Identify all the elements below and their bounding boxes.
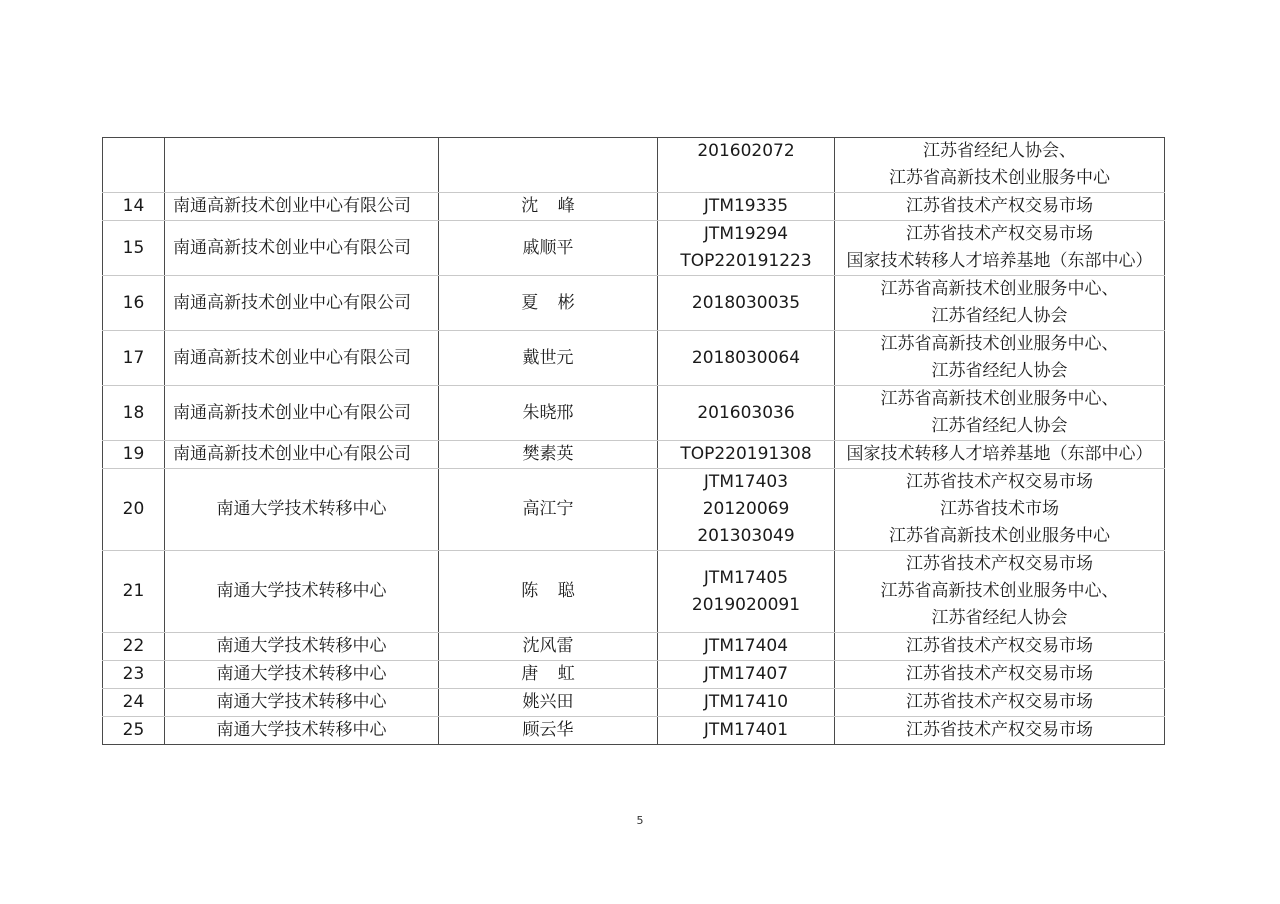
table-row: [103, 441, 1165, 469]
issuing-agency-cell: [835, 689, 1165, 717]
issuing-agency: 江苏省技术产权交易市场: [906, 664, 1093, 684]
person-name: 夏彬: [521, 292, 595, 313]
issuing-agency: 江苏省技术产权交易市场: [906, 554, 1093, 574]
certificate-number: 2019020091: [691, 594, 801, 615]
issuing-agency-cell: [835, 221, 1165, 276]
issuing-agency: 江苏省高新技术创业服务中心: [889, 168, 1110, 188]
person-name: 朱晓邢: [522, 402, 574, 423]
organization-cell: 南通高新技术创业中心有限公司: [165, 221, 439, 276]
row-number-cell: 17: [103, 331, 165, 386]
issuing-agency-cell: [835, 138, 1165, 193]
row-number-cell: 23: [103, 661, 165, 689]
row-number-cell: 25: [103, 717, 165, 745]
page-number: 5: [636, 814, 644, 827]
person-name-cell: [439, 717, 658, 745]
certificate-cell: [658, 717, 835, 745]
issuing-agency-cell: [835, 441, 1165, 469]
issuing-agency-cell: [835, 469, 1165, 551]
person-name-cell: [439, 633, 658, 661]
certificate-number: JTM17404: [703, 636, 789, 656]
person-name: 戴世元: [522, 347, 574, 368]
issuing-agency-cell: [835, 331, 1165, 386]
certificate-cell: [658, 551, 835, 633]
person-name-cell: [439, 138, 658, 193]
certificate-number: 201303049: [697, 526, 795, 546]
certificate-cell: [658, 469, 835, 551]
table-row: [103, 469, 1165, 551]
person-name-cell: [439, 193, 658, 221]
issuing-agency: 江苏省高新技术创业服务中心、: [880, 581, 1119, 601]
organization-cell: [165, 138, 439, 193]
certificate-cell: [658, 386, 835, 441]
table-row: [103, 276, 1165, 331]
certificate-cell: [658, 221, 835, 276]
certificate-number: JTM17407: [703, 664, 789, 684]
certificate-cell: [658, 138, 835, 193]
certificate-number: [660, 165, 832, 192]
issuing-agency: 江苏省高新技术创业服务中心、: [880, 389, 1119, 409]
issuing-agency: 江苏省经纪人协会: [931, 306, 1068, 326]
issuing-agency: 国家技术转移人才培养基地（东部中心）: [846, 251, 1153, 271]
issuing-agency: 江苏省经纪人协会: [931, 608, 1068, 628]
issuing-agency: 江苏省技术产权交易市场: [906, 636, 1093, 656]
certificate-number: JTM17410: [703, 692, 789, 712]
table-row: [103, 689, 1165, 717]
issuing-agency-cell: [835, 551, 1165, 633]
table-row: [103, 331, 1165, 386]
certificate-cell: [658, 331, 835, 386]
certificate-number: TOP220191223: [680, 251, 812, 271]
row-number-cell: [103, 138, 165, 193]
row-number-cell: 22: [103, 633, 165, 661]
table-row: [103, 661, 1165, 689]
certificate-cell: [658, 193, 835, 221]
certificate-cell: [658, 661, 835, 689]
certificate-number: JTM17401: [703, 720, 789, 740]
table-row: [103, 633, 1165, 661]
certificate-number: 201603036: [697, 402, 795, 423]
certificate-number: JTM17405: [703, 567, 789, 588]
organization-cell: 南通高新技术创业中心有限公司: [165, 193, 439, 221]
certificate-number: 2018030064: [691, 347, 801, 368]
organization-cell: 南通大学技术转移中心: [165, 633, 439, 661]
issuing-agency: 江苏省经纪人协会: [931, 416, 1068, 436]
person-name-cell: [439, 276, 658, 331]
certificate-number: JTM19335: [703, 196, 789, 216]
person-name: 顾云华: [522, 720, 574, 740]
issuing-agency-cell: [835, 661, 1165, 689]
certificate-number: JTM19294: [703, 224, 789, 244]
organization-cell: 南通大学技术转移中心: [165, 689, 439, 717]
row-number-cell: 21: [103, 551, 165, 633]
certificate-cell: [658, 441, 835, 469]
issuing-agency: 江苏省技术产权交易市场: [906, 224, 1093, 244]
organization-cell: 南通大学技术转移中心: [165, 661, 439, 689]
table-row: [103, 551, 1165, 633]
issuing-agency-cell: [835, 633, 1165, 661]
row-number-cell: 15: [103, 221, 165, 276]
person-name-cell: [439, 331, 658, 386]
person-name: 高江宁: [522, 499, 574, 519]
issuing-agency-cell: [835, 386, 1165, 441]
table-row: [103, 717, 1165, 745]
issuing-agency: 江苏省技术产权交易市场: [906, 196, 1093, 216]
row-number-cell: 19: [103, 441, 165, 469]
organization-cell: 南通大学技术转移中心: [165, 469, 439, 551]
organization-cell: 南通大学技术转移中心: [165, 551, 439, 633]
row-number-cell: 14: [103, 193, 165, 221]
issuing-agency: 江苏省高新技术创业服务中心、: [880, 334, 1119, 354]
person-name: 沈峰: [521, 196, 595, 216]
person-name: 陈聪: [521, 581, 595, 601]
person-name-cell: [439, 689, 658, 717]
issuing-agency: 江苏省高新技术创业服务中心: [889, 526, 1110, 546]
certificate-number: 2018030035: [691, 292, 801, 313]
table-row: [103, 193, 1165, 221]
certificate-number: TOP220191308: [680, 444, 812, 464]
person-name-cell: [439, 551, 658, 633]
issuing-agency: 江苏省技术产权交易市场: [906, 472, 1093, 492]
table-row: [103, 138, 1165, 193]
issuing-agency-cell: [835, 276, 1165, 331]
person-name: 沈风雷: [522, 636, 574, 656]
person-name: 唐虹: [521, 664, 595, 684]
issuing-agency: 江苏省高新技术创业服务中心、: [880, 279, 1119, 299]
issuing-agency-cell: [835, 193, 1165, 221]
certificate-number: 20120069: [702, 499, 790, 519]
organization-cell: 南通高新技术创业中心有限公司: [165, 441, 439, 469]
certificate-number: JTM17403: [703, 472, 789, 492]
issuing-agency: 江苏省技术产权交易市场: [906, 720, 1093, 740]
row-number-cell: 24: [103, 689, 165, 717]
person-name: 樊素英: [522, 444, 574, 464]
table-row: [103, 386, 1165, 441]
certificate-cell: [658, 689, 835, 717]
issuing-agency: 江苏省技术市场: [940, 499, 1059, 519]
organization-cell: 南通高新技术创业中心有限公司: [165, 331, 439, 386]
person-name: 戚顺平: [522, 237, 574, 258]
organization-cell: 南通高新技术创业中心有限公司: [165, 276, 439, 331]
issuing-agency: 国家技术转移人才培养基地（东部中心）: [846, 444, 1153, 464]
issuing-agency: 江苏省经纪人协会: [931, 361, 1068, 381]
issuing-agency: 江苏省技术产权交易市场: [906, 692, 1093, 712]
row-number-cell: 16: [103, 276, 165, 331]
broker-table: [102, 137, 1165, 745]
row-number-cell: 20: [103, 469, 165, 551]
person-name-cell: [439, 441, 658, 469]
person-name-cell: [439, 469, 658, 551]
certificate-cell: [658, 633, 835, 661]
table-body: [103, 138, 1165, 745]
row-number-cell: 18: [103, 386, 165, 441]
person-name: 姚兴田: [522, 692, 574, 712]
organization-cell: 南通高新技术创业中心有限公司: [165, 386, 439, 441]
person-name-cell: [439, 661, 658, 689]
certificate-cell: [658, 276, 835, 331]
person-name-cell: [439, 221, 658, 276]
organization-cell: 南通大学技术转移中心: [165, 717, 439, 745]
table-row: [103, 221, 1165, 276]
person-name-cell: [439, 386, 658, 441]
issuing-agency-cell: [835, 717, 1165, 745]
issuing-agency: 江苏省经纪人协会、: [923, 141, 1076, 161]
certificate-number: 201602072: [697, 141, 795, 161]
